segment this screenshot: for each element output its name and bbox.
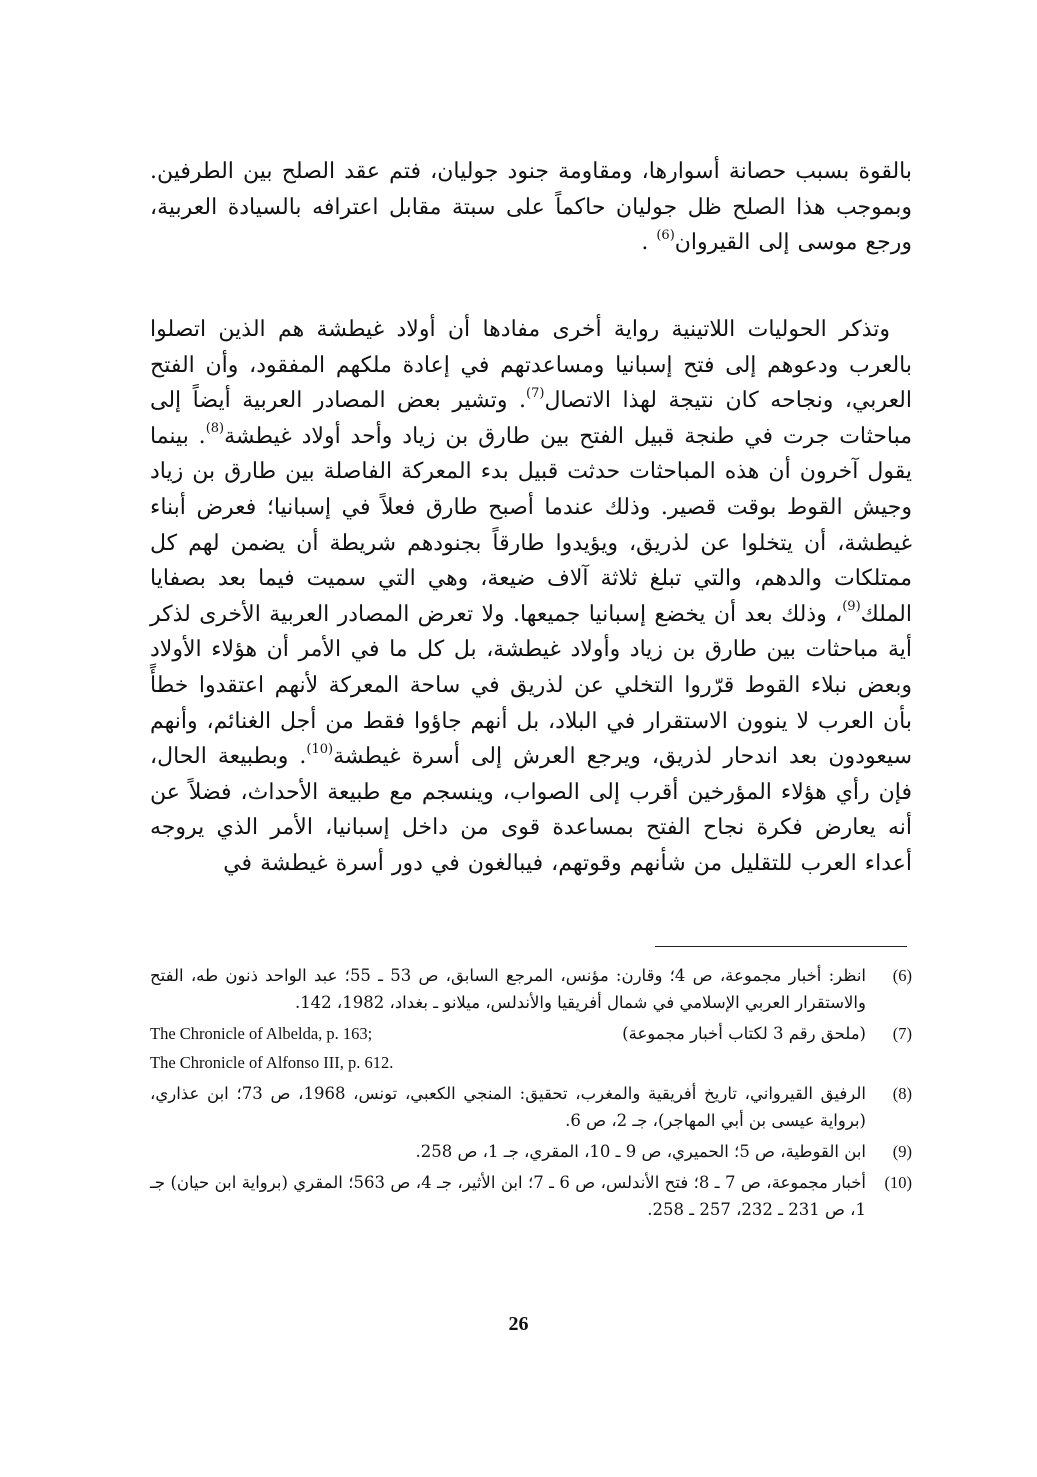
footnote-text-arabic: (ملحق رقم 3 لكتاب أخبار مجموعة) [622, 1024, 866, 1043]
footnote-9 [150, 1138, 912, 1165]
paragraph-1-text: بالقوة بسبب حصانة أسوارها، ومقاومة جنود جوليان، فتم عقد الصلح بين الطرفين. وبموجب هذا الصلح ظل جوليان حاكماً على سبتة مقابل اعترافه بالسيادة العربية، ورجع موسى إلى القيروان [150, 159, 912, 256]
footnote-ref-7: (7) [526, 385, 545, 401]
paragraph-1-end: . [641, 230, 657, 256]
footnotes [150, 962, 912, 1227]
page-number: 26 [508, 1313, 529, 1335]
footnote-number: (9) [892, 1142, 912, 1161]
footnote-number: (7) [892, 1024, 912, 1043]
footnote-7 [150, 1020, 912, 1076]
footnote-6 [150, 962, 912, 1016]
footnote-text: ابن القوطية، ص 5؛ الحميري، ص 9 ـ 10، المقري، جـ 1، ص 258. [415, 1142, 866, 1161]
paragraph-2-segment-3: . بينما يقول آخرون أن هذه المباحثات حدثت قبيل بدء المعركة الفاصلة بين طارق بن زياد وجيش القوط بوقت قصير. وذلك عندما أصبح طارق فعلاً في إسبانيا؛ فعرض أبناء غيطشة، أن يتخلوا عن لذريق، ويؤيدوا طارقاً بجنودهم شريطة أن يضمن لهم كل ممتلكات والدهم، والتي تبلغ ثلاثة آلاف ضيعة، وهي التي سميت فيما بعد بصفايا الملك [150, 423, 912, 627]
footnote-number: (10) [884, 1173, 912, 1192]
footnote-number: (8) [892, 1084, 912, 1103]
footnote-text-english-2: The Chronicle of Alfonso III, p. 612. [150, 1053, 394, 1072]
footnote-ref-6: (6) [656, 227, 675, 243]
paragraph-2 [150, 312, 912, 882]
footnote-ref-8: (8) [205, 421, 225, 437]
paragraph-1 [150, 154, 912, 261]
footnote-ref-10: (10) [306, 741, 334, 757]
paragraph-2-segment-2: . وتشير بعض المصادر العربية أيضاً إلى مباحثات جرت في طنجة قبيل الفتح بين طارق بن زياد وأحد أولاد غيطشة [150, 388, 912, 449]
paragraph-2-segment-4: ، وذلك بعد أن يخضع إسبانيا جميعها. ولا تعرض المصادر العربية الأخرى لذكر أية مباحثات بين طارق بن زياد وأولاد غيطشة، بل كل ما في الأمر أن هؤلاء الأولاد وبعض نبلاء القوط قرّروا التخلي عن لذريق في ساحة المعركة لأنهم اعتقدوا خطأً بأن العرب لا ينوون الاستقرار في البلاد، بل أنهم جاؤوا فقط من أجل الغنائم، وأنهم سيعودون بعد اندحار لذريق، ويرجع العرش إلى أسرة غيطشة [150, 601, 913, 770]
paragraph-2-segment-5: . وبطبيعة الحال، فإن رأي هؤلاء المؤرخين أقرب إلى الصواب، وينسجم مع طبيعة الأحداث، فضلاً عن أنه يعارض فكرة نجاح الفتح بمساعدة قوى من داخل إسبانيا، الأمر الذي يروجه أعداء العرب للتقليل من شأنهم وقوتهم، فيبالغون في دور أسرة غيطشة في [150, 744, 912, 876]
footnote-text: أخبار مجموعة، ص 7 ـ 8؛ فتح الأندلس، ص 6 ـ 7؛ ابن الأثير، جـ 4، ص 563؛ المقري (برواية ابن حيان) جـ 1، ص 231 ـ 232، 257 ـ 258. [150, 1173, 867, 1219]
footnote-8 [150, 1080, 912, 1134]
footnote-separator [655, 946, 907, 947]
footnote-number: (6) [892, 966, 912, 985]
footnote-text: انظر: أخبار مجموعة، ص 4؛ وقارن: مؤنس، المرجع السابق، ص 53 ـ 55؛ عبد الواحد ذنون طه، الفتح والاستقرار العربي الإسلامي في شمال أفريقيا والأندلس، ميلانو ـ بغداد، 1982، 142. [150, 966, 866, 1012]
footnote-10 [150, 1169, 912, 1223]
footnote-text: الرفيق القيرواني، تاريخ أفريقية والمغرب، تحقيق: المنجي الكعبي، تونس، 1968، ص 73؛ ابن عذاري، (برواية عيسى بن أبي المهاجر)، جـ 2، ص 6. [150, 1084, 866, 1130]
paragraph-2-segment-1: وتذكر الحوليات اللاتينية رواية أخرى مفادها أن أولاد غيطشة هم الذين اتصلوا بالعرب ودعوهم إلى فتح إسبانيا ومساعدتهم في إعادة ملكهم المفقود، وأن الفتح العربي، ونجاحه كان نتيجة لهذا الاتصال [150, 317, 913, 414]
footnote-ref-9: (9) [842, 599, 861, 615]
footnote-text-english-1: The Chronicle of Albelda, p. 163; [150, 1024, 373, 1043]
